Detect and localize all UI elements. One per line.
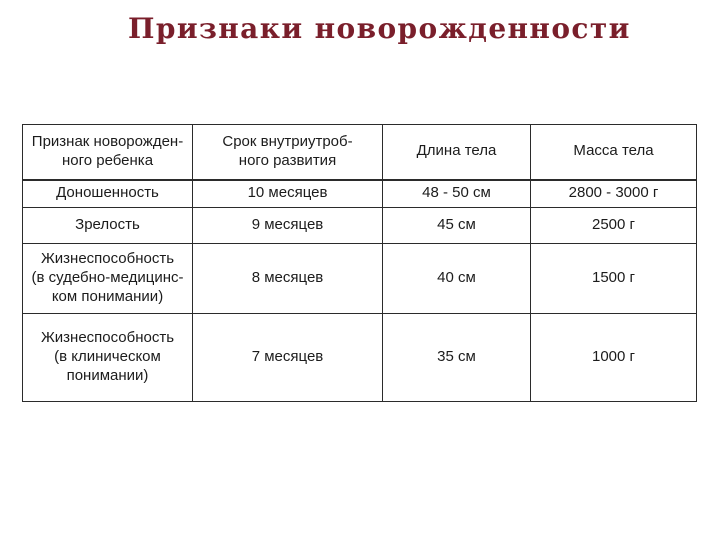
cell-mass: 1000 г [531,314,697,402]
slide-title: Признаки новорожденности [128,12,631,45]
cell-length: 35 см [383,314,531,402]
cell-sign: Зрелость [23,208,193,244]
cell-mass: 2500 г [531,208,697,244]
cell-length: 48 - 50 см [383,180,531,208]
cell-mass: 1500 г [531,244,697,314]
cell-length: 45 см [383,208,531,244]
table-row [23,208,697,244]
cell-term: 9 месяцев [193,208,383,244]
header-length: Длина тела [383,125,531,180]
header-sign: Признак новорожден- ного ребенка [23,125,193,180]
cell-mass: 2800 - 3000 г [531,180,697,208]
newborn-signs-table [22,124,697,402]
cell-term: 7 месяцев [193,314,383,402]
table-row [23,314,697,402]
newborn-signs-table-container [22,124,696,402]
cell-term: 10 месяцев [193,180,383,208]
header-term: Срок внутриутроб- ного развития [193,125,383,180]
table-row [23,244,697,314]
header-mass: Масса тела [531,125,697,180]
cell-term: 8 месяцев [193,244,383,314]
cell-sign: Жизнеспособность (в судебно-медицинс- ком понимании) [23,244,193,314]
table-row [23,180,697,208]
cell-sign: Жизнеспособность (в клиническом понимании) [23,314,193,402]
table-header-row [23,125,697,180]
cell-sign: Доношенность [23,180,193,208]
cell-length: 40 см [383,244,531,314]
